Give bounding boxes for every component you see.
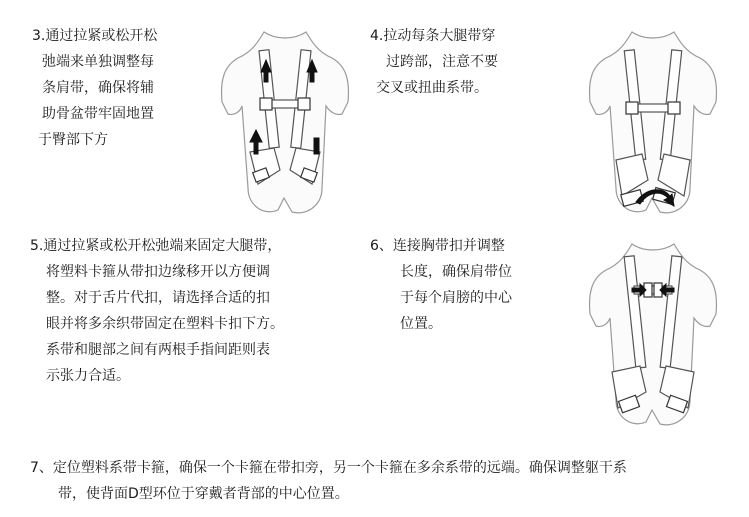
step-6-text	[370, 233, 512, 337]
harness-front-view-chest-strap-icon	[582, 232, 724, 432]
step-3-line-1: 3.通过拉紧或松开松	[32, 28, 158, 44]
step-5-line-5: 系带和腿部之间有两根手指间距则表	[46, 342, 270, 358]
step-5-line-6: 示张力合适。	[46, 368, 130, 384]
step-6-line-1: 6、连接胸带扣并调整	[370, 238, 505, 254]
step-6-line-4: 位置。	[400, 316, 442, 332]
step-5-line-2: 将塑料卡箍从带扣边缘移开以方便调	[46, 264, 270, 280]
harness-front-view-leg-straps-icon	[582, 20, 724, 218]
step-4-line-1: 4.拉动每条大腿带穿	[370, 28, 496, 44]
step-6-line-2: 长度，确保肩带位	[400, 264, 512, 280]
step-6-line-3: 于每个肩膀的中心	[400, 290, 512, 306]
step-4-line-3: 交叉或扭曲系带。	[376, 80, 488, 96]
step-4-line-2: 过跨部，注意不要	[386, 54, 498, 70]
step-5-text	[30, 233, 284, 389]
step-5-line-4: 眼并将多余织带固定在塑料卡扣下方。	[46, 316, 284, 332]
step-3-text	[32, 23, 157, 153]
step-3-line-4: 助骨盆带牢固地置	[42, 106, 154, 122]
step-5-line-3: 整。对于舌片代扣，请选择合适的扣	[46, 290, 270, 306]
step-7-line-1: 7、定位塑料系带卡箍，确保一个卡箍在带扣旁，另一个卡箍在多余系带的远端。确保调整躯干系	[30, 460, 627, 476]
step-7-line-2: 带，使背面D型环位于穿戴者背部的中心位置。	[58, 486, 349, 502]
step-3-line-2: 弛端来单独调整每	[42, 54, 154, 70]
harness-front-view-shoulder-adjust-icon	[214, 20, 356, 218]
step-7-text	[30, 455, 627, 507]
step-4-text	[370, 23, 498, 101]
step-3-line-3: 条肩带，确保将辅	[42, 80, 154, 96]
step-3-line-5: 于臀部下方	[38, 132, 108, 148]
step-5-line-1: 5.通过拉紧或松开松弛端来固定大腿带，	[30, 238, 282, 254]
